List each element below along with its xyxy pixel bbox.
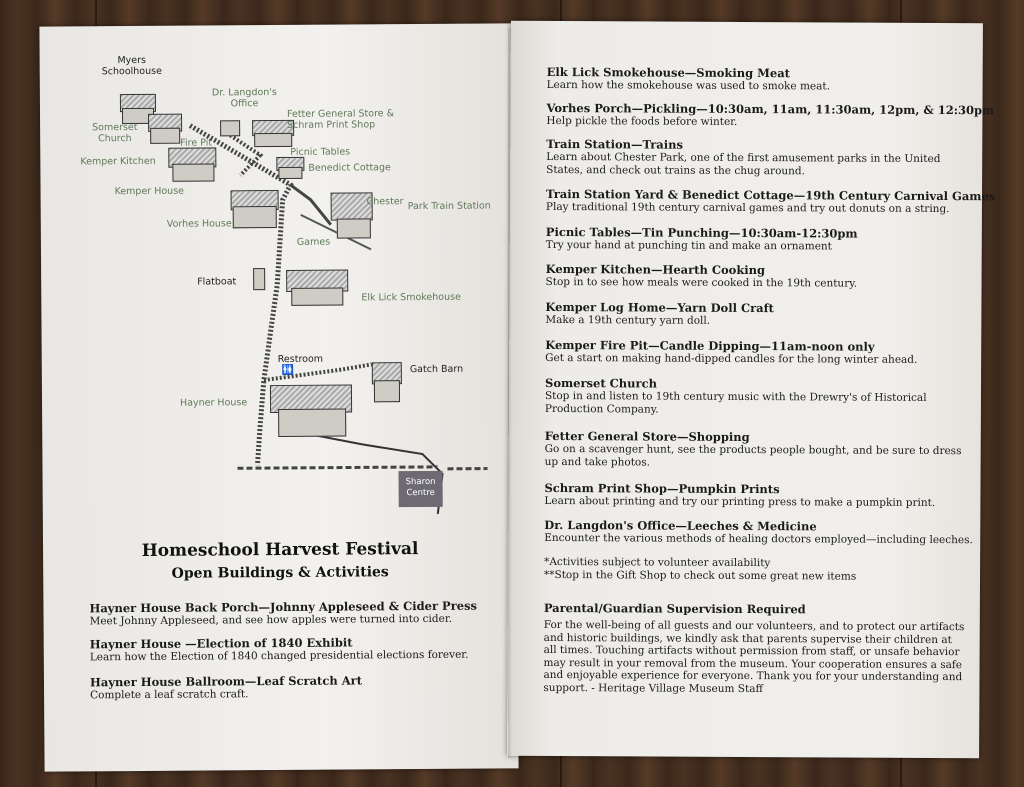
activity-description: Make a 19th century yarn doll. [545, 313, 711, 327]
label-somerset-church: Somerset Church [92, 121, 138, 145]
availability-note: *Activities subject to volunteer availability [544, 555, 771, 570]
elk-lick-smokehouse-wall [291, 288, 343, 306]
label-games: Games [296, 236, 331, 248]
activity-item [545, 338, 975, 367]
center-fold [508, 28, 512, 758]
activity-item [90, 634, 510, 664]
activity-item [89, 598, 509, 628]
svg-text:🚻: 🚻 [281, 364, 295, 376]
label-myers-schoolhouse: Myers Schoolhouse [101, 54, 162, 78]
activity-heading: Somerset Church [544, 375, 658, 391]
activity-heading: Hayner House Back Porch—Johnny Appleseed & Cider Press [89, 598, 478, 616]
activity-heading: Vorhes Porch—Pickling—10:30am, 11am, 11:30am, 12pm, & 12:30pm [546, 100, 995, 118]
activity-item [544, 481, 974, 510]
activity-description: Stop in to see how meals were cooked in the 19th century. [545, 275, 858, 290]
activity-description: Stop in and listen to 19th century music with the Drewry's of Historical Production Company. [544, 389, 927, 416]
left-page [39, 23, 518, 771]
label-fetter-schram: Fetter General Store & Schram Print Shop [286, 108, 395, 131]
label-vorhes-house: Vorhes House [166, 218, 232, 230]
activity-item [546, 225, 976, 254]
label-gatch-barn: Gatch Barn [409, 363, 464, 376]
label-elk-lick-smokehouse: Elk Lick Smokehouse [361, 291, 461, 304]
activity-item [546, 137, 976, 179]
activity-heading: Kemper Log Home—Yarn Doll Craft [545, 299, 774, 316]
activity-description: Learn how the Election of 1840 changed presidential elections forever. [89, 648, 469, 664]
right-page [507, 21, 996, 758]
activity-heading: Kemper Fire Pit—Candle Dipping—11am-noon only [545, 337, 875, 354]
map-paths [39, 23, 516, 526]
train-station-wall [337, 218, 371, 238]
label-flatboat: Flatboat [197, 276, 237, 288]
activity-item [545, 376, 975, 418]
page-title: Homeschool Harvest Festival [141, 539, 419, 561]
hayner-house-wall [278, 409, 346, 437]
activity-description: Play traditional 19th century carnival games and try out donuts on a string. [545, 200, 950, 216]
activity-description: Get a start on making hand-dipped candles for the long winter ahead. [545, 351, 918, 366]
label-langdon-office: Dr. Langdon's Office [211, 87, 277, 110]
activity-heading: Hayner House —Election of 1840 Exhibit [89, 635, 353, 652]
label-benedict-cottage: Benedict Cottage [308, 162, 391, 174]
village-map [39, 23, 517, 546]
label-picnic-tables: Picnic Tables [290, 146, 351, 158]
activity-description: Encounter the various methods of healing doctors employed—including leeches. [544, 531, 973, 547]
activity-description: Learn about Chester Park, one of the first amusement parks in the United States, and check out trains as the chug around. [546, 150, 941, 178]
supervision-text: For the well-being of all guests and our volunteers, and to protect our artifacts and historic buildings, we kindly ask that parents supervise their children at all times. Touching artifacts without permission from staff, or unsafe behavior may result in your removal from the museum. Your cooperation ensures a safe and enjoyable experience for everyone. Thank you for your understanding and support. - Heritage Village Museum Staff [543, 618, 965, 695]
activity-item [546, 262, 976, 291]
activity-heading: Hayner House Ballroom—Leaf Scratch Art [89, 673, 363, 690]
activity-description: Help pickle the foods before winter. [546, 114, 738, 128]
kemper-kitchen-wall [172, 163, 214, 181]
activity-description: Try your hand at punching tin and make an ornament [545, 238, 832, 253]
activity-heading: Schram Print Shop—Pumpkin Prints [544, 480, 780, 497]
activity-description: Meet Johnny Appleseed, and see how apples were turned into cider. [89, 612, 453, 628]
page-subtitle: Open Buildings & Activities [171, 564, 389, 582]
label-sharon-centre: Sharon Centre [399, 471, 443, 507]
benedict-cottage-wall [278, 167, 302, 179]
activity-heading: Fetter General Store—Shopping [544, 428, 750, 445]
fetter-store-wall [254, 133, 292, 147]
activity-item [90, 672, 510, 702]
label-kemper-kitchen: Kemper Kitchen [80, 155, 156, 168]
activity-heading: Kemper Kitchen—Hearth Cooking [545, 261, 766, 278]
flatboat-building [253, 268, 265, 290]
activity-item [545, 186, 996, 216]
activity-description: Learn how the smokehouse was used to smoke meat. [546, 78, 831, 93]
gift-shop-note: **Stop in the Gift Shop to check out some great new items [543, 568, 857, 583]
label-park-train-station: Park Train Station [407, 200, 491, 213]
activity-heading: Train Station—Trains [546, 136, 684, 152]
label-fire-pit: Fire Pit [180, 137, 213, 149]
activity-item [547, 65, 977, 94]
langdon-office-building [220, 120, 240, 136]
supervision-heading: Parental/Guardian Supervision Required [543, 600, 806, 617]
label-hayner-house: Hayner House [179, 397, 248, 409]
activity-description: Complete a leaf scratch craft. [90, 688, 249, 702]
gatch-barn-wall [374, 380, 400, 402]
activity-item [544, 518, 974, 547]
somerset-church-wall [150, 128, 180, 144]
activity-item [546, 100, 995, 130]
vorhes-house-wall [233, 206, 277, 228]
activity-item [545, 429, 975, 471]
activity-description: Learn about printing and try our printing press to make a pumpkin print. [544, 494, 936, 509]
label-kemper-house: Kemper House [114, 185, 185, 198]
activity-item [545, 300, 975, 329]
activity-heading: Picnic Tables—Tin Punching—10:30am-12:30pm [545, 224, 858, 241]
label-restroom: Restroom [277, 353, 324, 366]
label-chester: Chester [366, 196, 404, 208]
activity-heading: Train Station Yard & Benedict Cottage—19th Century Carnival Games [545, 186, 996, 204]
activity-heading: Dr. Langdon's Office—Leeches & Medicine [544, 517, 817, 534]
activity-description: Go on a scavenger hunt, see the products people bought, and be sure to dress up and take photos. [544, 442, 962, 469]
activity-heading: Elk Lick Smokehouse—Smoking Meat [546, 64, 791, 81]
